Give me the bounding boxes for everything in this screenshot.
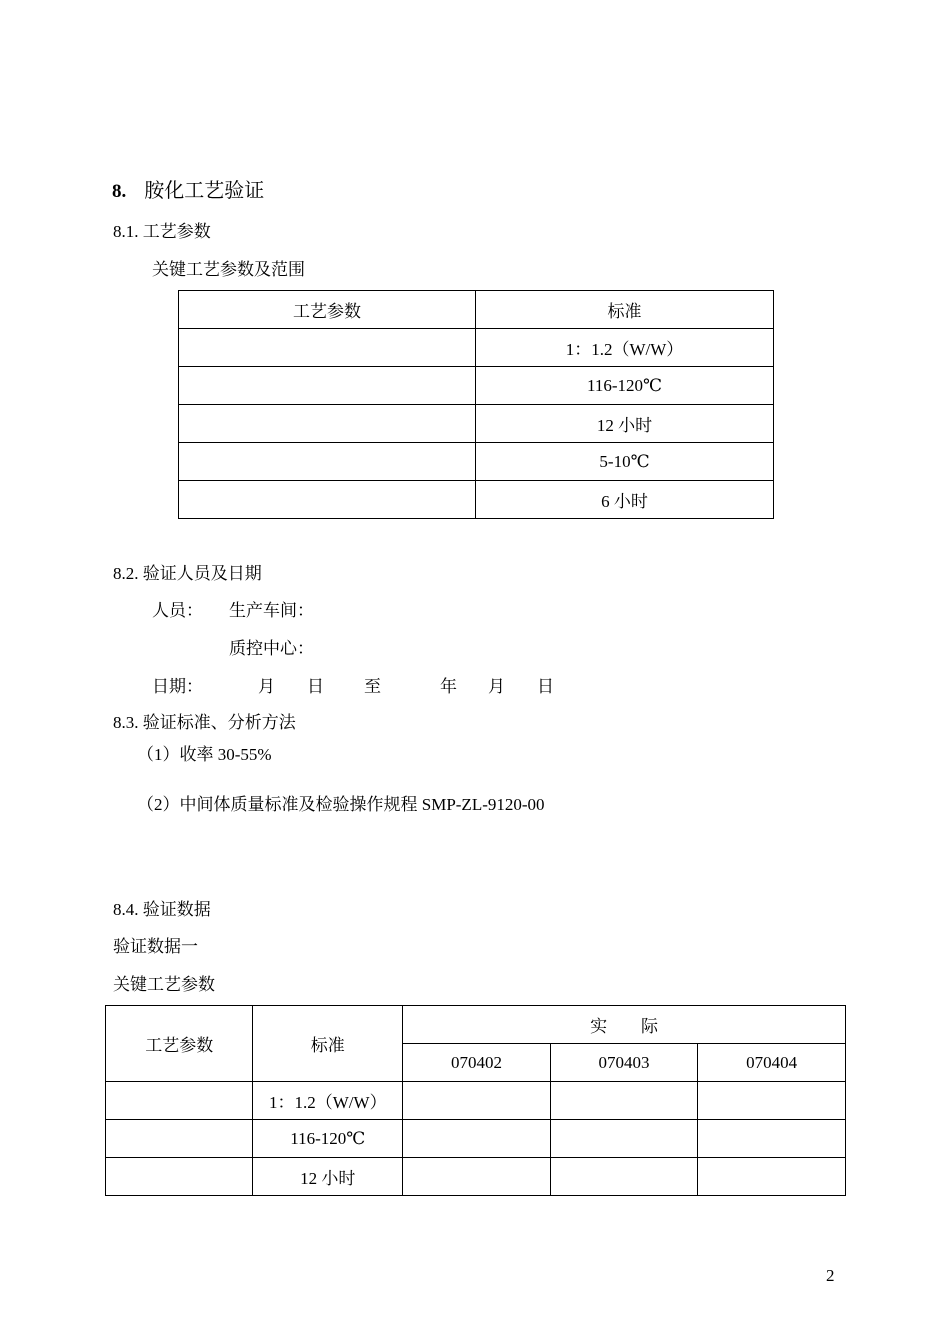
table-row — [106, 1120, 846, 1158]
batch-cell — [550, 1082, 698, 1120]
standard-cell: 5-10℃ — [476, 443, 774, 481]
criteria-item-1: （1）收率 30-55% — [137, 745, 272, 764]
table-header-row — [179, 291, 774, 329]
param-cell — [179, 443, 476, 481]
param-cell — [179, 481, 476, 519]
batch-cell — [550, 1120, 698, 1158]
table-row — [106, 1158, 846, 1196]
param-cell — [106, 1120, 253, 1158]
standard-cell: 6 小时 — [476, 481, 774, 519]
workshop-label: 生产车间： — [229, 601, 314, 620]
month-label-2: 月 — [488, 677, 505, 696]
to-label: 至 — [364, 677, 381, 696]
section-heading — [112, 174, 264, 203]
param-cell — [179, 405, 476, 443]
section-number: 8. — [112, 181, 127, 202]
day-label-2: 日 — [537, 677, 554, 696]
header-cell-actual: 实 际 — [403, 1006, 846, 1044]
header-cell: 工艺参数 — [179, 291, 476, 329]
table-row — [179, 443, 774, 481]
table-header-row — [106, 1006, 846, 1044]
table-row — [179, 405, 774, 443]
qc-center-label: 质控中心： — [229, 639, 314, 658]
subsection-8-3-heading: 8.3. 验证标准、分析方法 — [113, 713, 296, 732]
batch-cell — [550, 1158, 698, 1196]
standard-cell: 12 小时 — [476, 405, 774, 443]
table-row — [179, 329, 774, 367]
table-row — [179, 481, 774, 519]
batch-cell — [403, 1120, 551, 1158]
param-cell — [106, 1158, 253, 1196]
header-cell: 标准 — [476, 291, 774, 329]
standard-cell: 1：1.2（W/W） — [253, 1082, 403, 1120]
batch-header: 070402 — [403, 1044, 551, 1082]
param-cell — [179, 367, 476, 405]
subsection-8-4-heading: 8.4. 验证数据 — [113, 900, 211, 919]
criteria-item-2: （2）中间体质量标准及检验操作规程 SMP-ZL-9120-00 — [137, 795, 545, 814]
year-label: 年 — [440, 677, 457, 696]
batch-header: 070404 — [698, 1044, 846, 1082]
key-params-label: 关键工艺参数 — [113, 975, 215, 994]
standard-cell: 12 小时 — [253, 1158, 403, 1196]
month-label: 月 — [258, 677, 275, 696]
batch-cell — [698, 1158, 846, 1196]
table-row — [179, 367, 774, 405]
page-number: 2 — [826, 1266, 835, 1285]
data-set-one-label: 验证数据一 — [113, 937, 198, 956]
process-params-table — [178, 290, 774, 519]
batch-cell — [698, 1082, 846, 1120]
standard-cell: 1：1.2（W/W） — [476, 329, 774, 367]
table-row — [106, 1082, 846, 1120]
param-cell — [106, 1082, 253, 1120]
personnel-label: 人员： — [152, 601, 203, 620]
key-params-subtitle: 关键工艺参数及范围 — [152, 260, 305, 279]
subsection-8-1-heading: 8.1. 工艺参数 — [113, 222, 211, 241]
standard-cell: 116-120℃ — [253, 1120, 403, 1158]
header-cell-param: 工艺参数 — [106, 1006, 253, 1082]
date-label: 日期： — [152, 677, 203, 696]
validation-data-table — [105, 1005, 846, 1196]
batch-cell — [403, 1082, 551, 1120]
subsection-8-2-heading: 8.2. 验证人员及日期 — [113, 564, 262, 583]
batch-cell — [698, 1120, 846, 1158]
section-title: 胺化工艺验证 — [144, 180, 265, 202]
day-label: 日 — [307, 677, 324, 696]
batch-cell — [403, 1158, 551, 1196]
param-cell — [179, 329, 476, 367]
standard-cell: 116-120℃ — [476, 367, 774, 405]
batch-header: 070403 — [550, 1044, 698, 1082]
header-cell-standard: 标准 — [253, 1006, 403, 1082]
